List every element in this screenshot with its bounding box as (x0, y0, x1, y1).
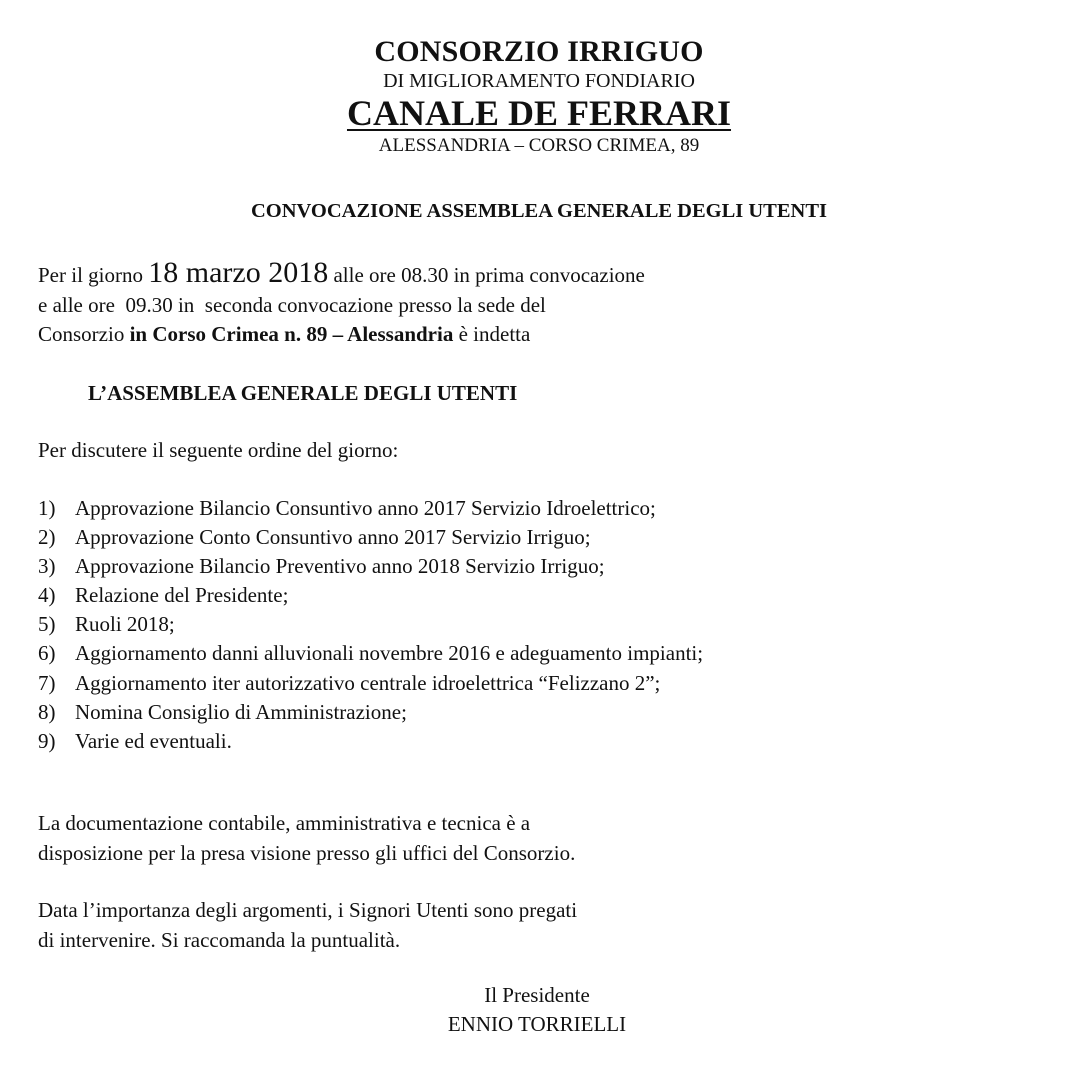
agenda-item-number: 9) (38, 728, 56, 753)
agenda-intro: Per discutere il seguente ordine del giorno: (38, 438, 399, 462)
agenda-item-text: Varie ed eventuali. (75, 728, 232, 753)
agenda-item-number: 8) (38, 699, 56, 724)
agenda-item (38, 523, 703, 552)
agenda-item-text: Approvazione Conto Consuntivo anno 2017 Servizio Irriguo; (75, 525, 591, 550)
agenda-item-number: 5) (38, 612, 56, 637)
agenda-item-number: 2) (38, 525, 56, 550)
agenda-item (38, 639, 703, 668)
agenda-item (38, 669, 703, 698)
attendance-line1: Data l’importanza degli argomenti, i Signori Utenti sono pregati (38, 898, 578, 922)
signature-block (430, 981, 644, 1039)
agenda-item-text: Relazione del Presidente; (75, 583, 289, 608)
intro-line3-post: è indetta (453, 322, 531, 346)
agenda-item (38, 610, 703, 639)
agenda-item-text: Ruoli 2018; (75, 612, 175, 637)
agenda-item-number: 6) (38, 641, 56, 666)
intro-line3-pre: Consorzio (38, 322, 130, 346)
agenda-list (38, 494, 703, 756)
letterhead (0, 34, 1078, 158)
org-address: ALESSANDRIA – CORSO CRIMEA, 89 (378, 135, 700, 156)
intro-line1 (38, 258, 645, 291)
attendance-paragraph (38, 896, 577, 955)
intro-line1-post: alle ore 08.30 in prima convocazione (328, 263, 645, 287)
agenda-item-number: 3) (38, 554, 56, 579)
agenda-item-text: Aggiornamento iter autorizzativo centrale idroelettrica “Felizzano 2”; (75, 670, 661, 695)
documentation-line1: La documentazione contabile, amministrativa e tecnica è a (38, 811, 531, 835)
agenda-item-number: 4) (38, 583, 56, 608)
agenda-item (38, 552, 703, 581)
agenda-item-number: 1) (38, 496, 56, 520)
signatory-role: Il Presidente (484, 983, 590, 1007)
documentation-paragraph (38, 809, 575, 868)
org-line2: DI MIGLIORAMENTO FONDIARIO (383, 70, 695, 92)
agenda-item (38, 727, 703, 756)
document-title: CONVOCAZIONE ASSEMBLEA GENERALE DEGLI UTENTI (250, 200, 827, 222)
agenda-item-text: Approvazione Bilancio Consuntivo anno 2017 Servizio Idroelettrico; (75, 496, 656, 520)
intro-line2: e alle ore 09.30 in seconda convocazione presso la sede del (38, 292, 546, 317)
intro-line3 (38, 320, 645, 350)
attendance-line2: di intervenire. Si raccomanda la puntualità. (38, 927, 401, 952)
agenda-item (38, 698, 703, 727)
agenda-item-text: Nomina Consiglio di Amministrazione; (75, 699, 407, 724)
meeting-location: in Corso Crimea n. 89 – Alessandria (129, 322, 454, 346)
meeting-date: 18 marzo 2018 (148, 256, 329, 289)
agenda-item (38, 494, 703, 523)
agenda-item (38, 581, 703, 610)
intro-line1-pre: Per il giorno (38, 263, 149, 287)
signatory-name: ENNIO TORRIELLI (447, 1012, 627, 1036)
intro-paragraph (38, 258, 645, 350)
agenda-item-text: Aggiornamento danni alluvionali novembre 2016 e adeguamento impianti; (75, 641, 704, 666)
agenda-item-text: Approvazione Bilancio Preventivo anno 2018 Servizio Irriguo; (75, 554, 605, 579)
assembly-heading: L’ASSEMBLEA GENERALE DEGLI UTENTI (88, 381, 518, 405)
documentation-line2: disposizione per la presa visione presso gli uffici del Consorzio. (38, 840, 576, 865)
agenda-item-number: 7) (38, 670, 56, 695)
org-name: CANALE DE FERRARI (346, 93, 732, 133)
org-line1: CONSORZIO IRRIGUO (374, 35, 704, 68)
